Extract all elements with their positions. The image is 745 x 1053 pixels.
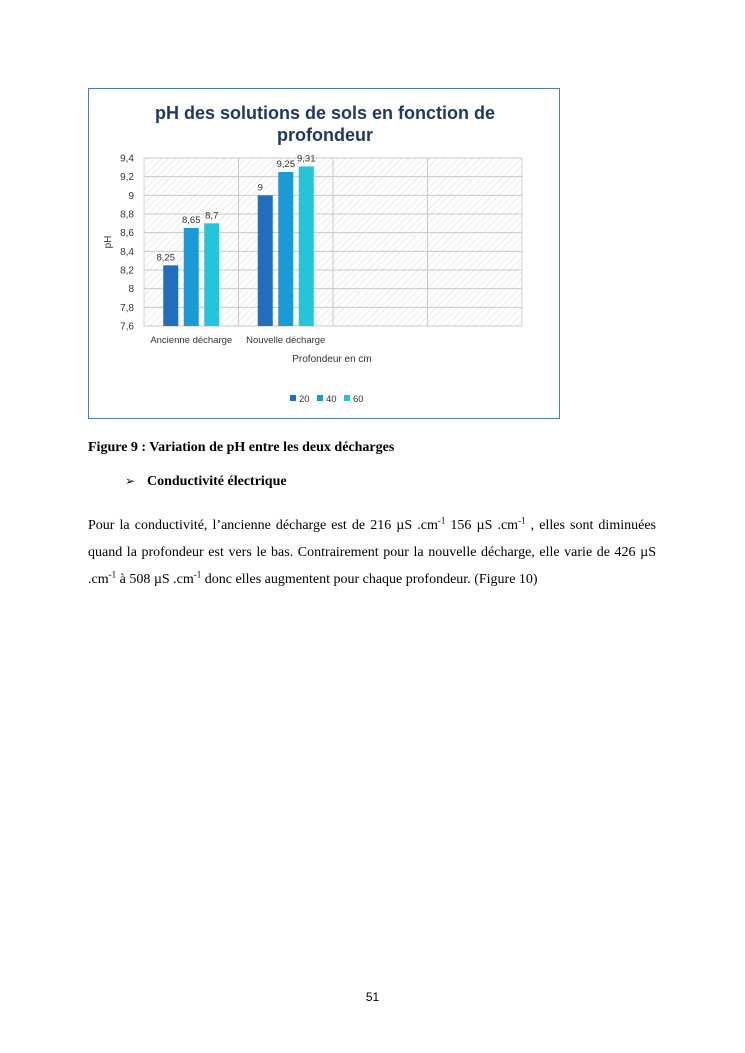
data-label: 9 — [257, 182, 263, 194]
bar — [299, 166, 314, 326]
x-axis-label: Profondeur en cm — [292, 354, 372, 365]
legend-label: 60 — [353, 394, 364, 405]
page-number: 51 — [365, 990, 380, 1004]
data-label: 8,65 — [182, 215, 201, 226]
legend-swatch — [317, 395, 323, 401]
legend-swatch — [290, 395, 296, 401]
legend-label: 20 — [299, 394, 310, 405]
superscript: -1 — [193, 569, 202, 580]
y-tick-label: 8,6 — [120, 228, 134, 240]
data-label: 9,25 — [276, 159, 295, 170]
bar — [184, 228, 199, 326]
y-tick-label: 7,8 — [120, 302, 134, 314]
section-title: Conductivité électrique — [147, 474, 287, 489]
body-paragraph — [88, 512, 656, 593]
chart-container — [88, 88, 560, 419]
y-tick-label: 9 — [128, 190, 134, 202]
data-label: 8,25 — [156, 252, 175, 264]
legend-swatch — [344, 395, 350, 401]
chart-title-line2: profondeur — [277, 125, 373, 145]
bar — [163, 265, 178, 326]
category-label: Nouvelle décharge — [246, 335, 326, 346]
paragraph-text: donc elles augmentent pour chaque profondeur. (Figure 10) — [201, 572, 538, 587]
superscript: -1 — [518, 515, 526, 526]
chart-title-line1: pH des solutions de sols en fonction de — [154, 103, 496, 123]
paragraph-text: Pour la conductivité, l’ancienne décharge est de 216 µS .cm — [88, 518, 438, 533]
figure-caption: Figure 9 : Variation de pH entre les deux décharges — [88, 440, 395, 455]
y-tick-label: 9,4 — [120, 153, 134, 165]
legend — [290, 394, 364, 405]
superscript: -1 — [437, 515, 446, 526]
ph-bar-chart — [89, 89, 561, 420]
legend-label: 40 — [326, 394, 337, 405]
bar — [204, 223, 219, 326]
arrow-bullet-icon: ➢ — [125, 474, 136, 488]
section-heading — [125, 474, 287, 490]
superscript: -1 — [108, 569, 117, 580]
y-tick-label: 8,8 — [120, 209, 134, 221]
data-label: 9,31 — [297, 153, 316, 165]
y-tick-label: 8,2 — [120, 265, 134, 277]
y-tick-label: 7,6 — [120, 321, 134, 333]
bar — [258, 195, 273, 326]
paragraph-text: , elles sont diminuées quand la profondeur est vers le bas. Contrairement pour la nouvelle décharge, elle varie de 426 µS .cm — [88, 518, 656, 587]
data-label: 8,7 — [205, 210, 219, 222]
y-tick-label: 9,2 — [120, 172, 134, 184]
paragraph-text: à 508 µS .cm — [116, 572, 194, 587]
category-label: Ancienne décharge — [150, 335, 233, 346]
y-tick-label: 8,4 — [120, 246, 134, 258]
paragraph-text: 156 µS .cm — [445, 518, 519, 533]
y-tick-label: 8 — [128, 284, 134, 296]
bar — [278, 172, 293, 326]
y-axis-label: pH — [103, 235, 114, 249]
